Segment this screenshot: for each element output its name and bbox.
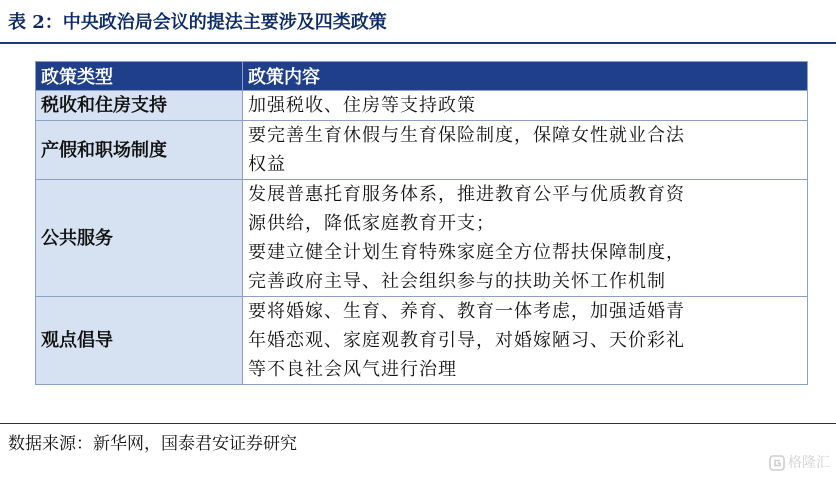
policy-content-cell [243, 180, 808, 297]
policy-type-cell: 产假和职场制度 [36, 121, 243, 180]
policy-content-cell [243, 297, 808, 385]
content-line: 权益 [248, 154, 286, 175]
table-caption: 表 2：中央政治局会议的提法主要涉及四类政策 [8, 12, 387, 33]
policy-type-cell: 观点倡导 [36, 297, 243, 385]
content-line: 要将婚嫁、生育、养育、教育一体考虑，加强适婚青 [248, 301, 685, 322]
table-row [36, 121, 808, 180]
content-line: 完善政府主导、社会组织参与的扶助关怀工作机制 [248, 271, 666, 292]
content-line: 要完善生育休假与生育保险制度，保障女性就业合法 [248, 125, 685, 146]
caption-divider [0, 42, 836, 44]
content-line: 年婚恋观、家庭观教育引导，对婚嫁陋习、天价彩礼 [248, 330, 685, 351]
footer-divider [0, 423, 836, 424]
gelonghui-logo-icon [769, 455, 785, 471]
table-row [36, 91, 808, 121]
policy-content-cell [243, 91, 808, 121]
content-line: 等不良社会风气进行治理 [248, 359, 457, 380]
content-line: 发展普惠托育服务体系，推进教育公平与优质教育资 [248, 184, 685, 205]
policy-content-cell [243, 121, 808, 180]
content-line: 加强税收、住房等支持政策 [248, 95, 476, 116]
content-line: 要建立健全计划生育特殊家庭全方位帮扶保障制度， [248, 242, 685, 263]
policy-table [35, 61, 808, 385]
watermark [769, 452, 830, 474]
watermark-text: 格隆汇 [788, 455, 830, 471]
policy-type-cell: 公共服务 [36, 180, 243, 297]
header-policy-type: 政策类型 [36, 62, 243, 91]
table-row [36, 180, 808, 297]
policy-type-cell: 税收和住房支持 [36, 91, 243, 121]
table-row [36, 297, 808, 385]
content-line: 源供给，降低家庭教育开支； [248, 213, 495, 234]
table-header-row [36, 62, 808, 91]
header-policy-content: 政策内容 [243, 62, 808, 91]
data-source-note: 数据来源：新华网，国泰君安证券研究 [8, 434, 297, 454]
